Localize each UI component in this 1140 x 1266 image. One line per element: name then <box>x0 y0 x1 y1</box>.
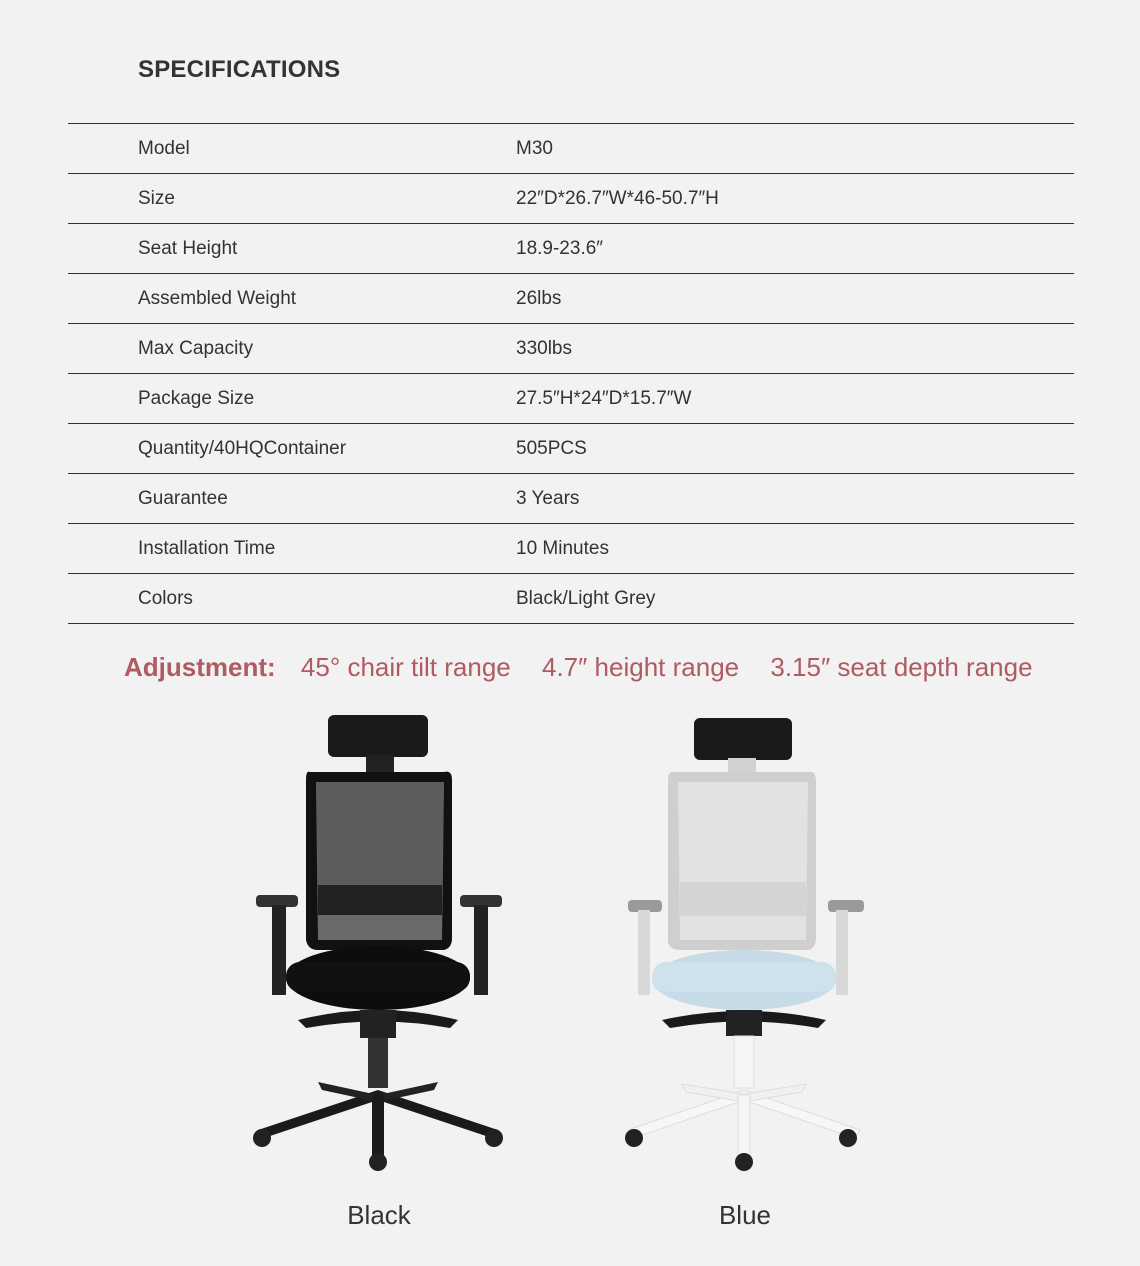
page-title: SPECIFICATIONS <box>138 56 341 83</box>
spec-label: Package Size <box>138 387 255 409</box>
spec-value: 18.9-23.6″ <box>516 237 604 259</box>
spec-value: 3 Years <box>516 487 580 509</box>
spec-row-colors <box>68 574 1074 624</box>
spec-label: Installation Time <box>138 537 276 559</box>
spec-label: Colors <box>138 587 193 609</box>
spec-value: 26lbs <box>516 287 562 309</box>
spec-label: Assembled Weight <box>138 287 297 309</box>
spec-value: 10 Minutes <box>516 537 609 559</box>
adjustment-tilt: 45° chair tilt range <box>300 652 511 682</box>
adjustment-line <box>124 652 1057 683</box>
spec-row-package-size <box>68 374 1074 424</box>
spec-label: Guarantee <box>138 487 228 509</box>
spec-label: Quantity/40HQContainer <box>138 437 347 459</box>
spec-row-size <box>68 174 1074 224</box>
spec-value: 27.5″H*24″D*15.7″W <box>516 387 692 409</box>
spec-row-max-capacity <box>68 324 1074 374</box>
spec-value: 22″D*26.7″W*46-50.7″H <box>516 187 719 209</box>
black-chair-caption: Black <box>347 1200 411 1230</box>
spec-value: 330lbs <box>516 337 572 359</box>
spec-label: Seat Height <box>138 237 238 259</box>
spec-value: Black/Light Grey <box>516 587 656 609</box>
spec-row-seat-height <box>68 224 1074 274</box>
spec-row-model <box>68 124 1074 174</box>
adjustment-seat-depth: 3.15″ seat depth range <box>770 652 1033 682</box>
spec-label: Model <box>138 137 190 159</box>
spec-value: 505PCS <box>516 437 587 459</box>
spec-row-quantity <box>68 424 1074 474</box>
spec-table <box>68 123 1074 624</box>
adjustment-height: 4.7″ height range <box>541 652 740 682</box>
spec-label: Size <box>138 187 175 209</box>
black-chair-image <box>218 710 538 1190</box>
spec-row-guarantee <box>68 474 1074 524</box>
spec-value: M30 <box>516 137 553 159</box>
spec-row-assembled-weight <box>68 274 1074 324</box>
blue-chair-image <box>586 710 906 1190</box>
adjustment-label: Adjustment: <box>124 652 276 682</box>
blue-chair-caption: Blue <box>718 1200 772 1230</box>
spec-label: Max Capacity <box>138 337 254 359</box>
spec-row-installation-time <box>68 524 1074 574</box>
